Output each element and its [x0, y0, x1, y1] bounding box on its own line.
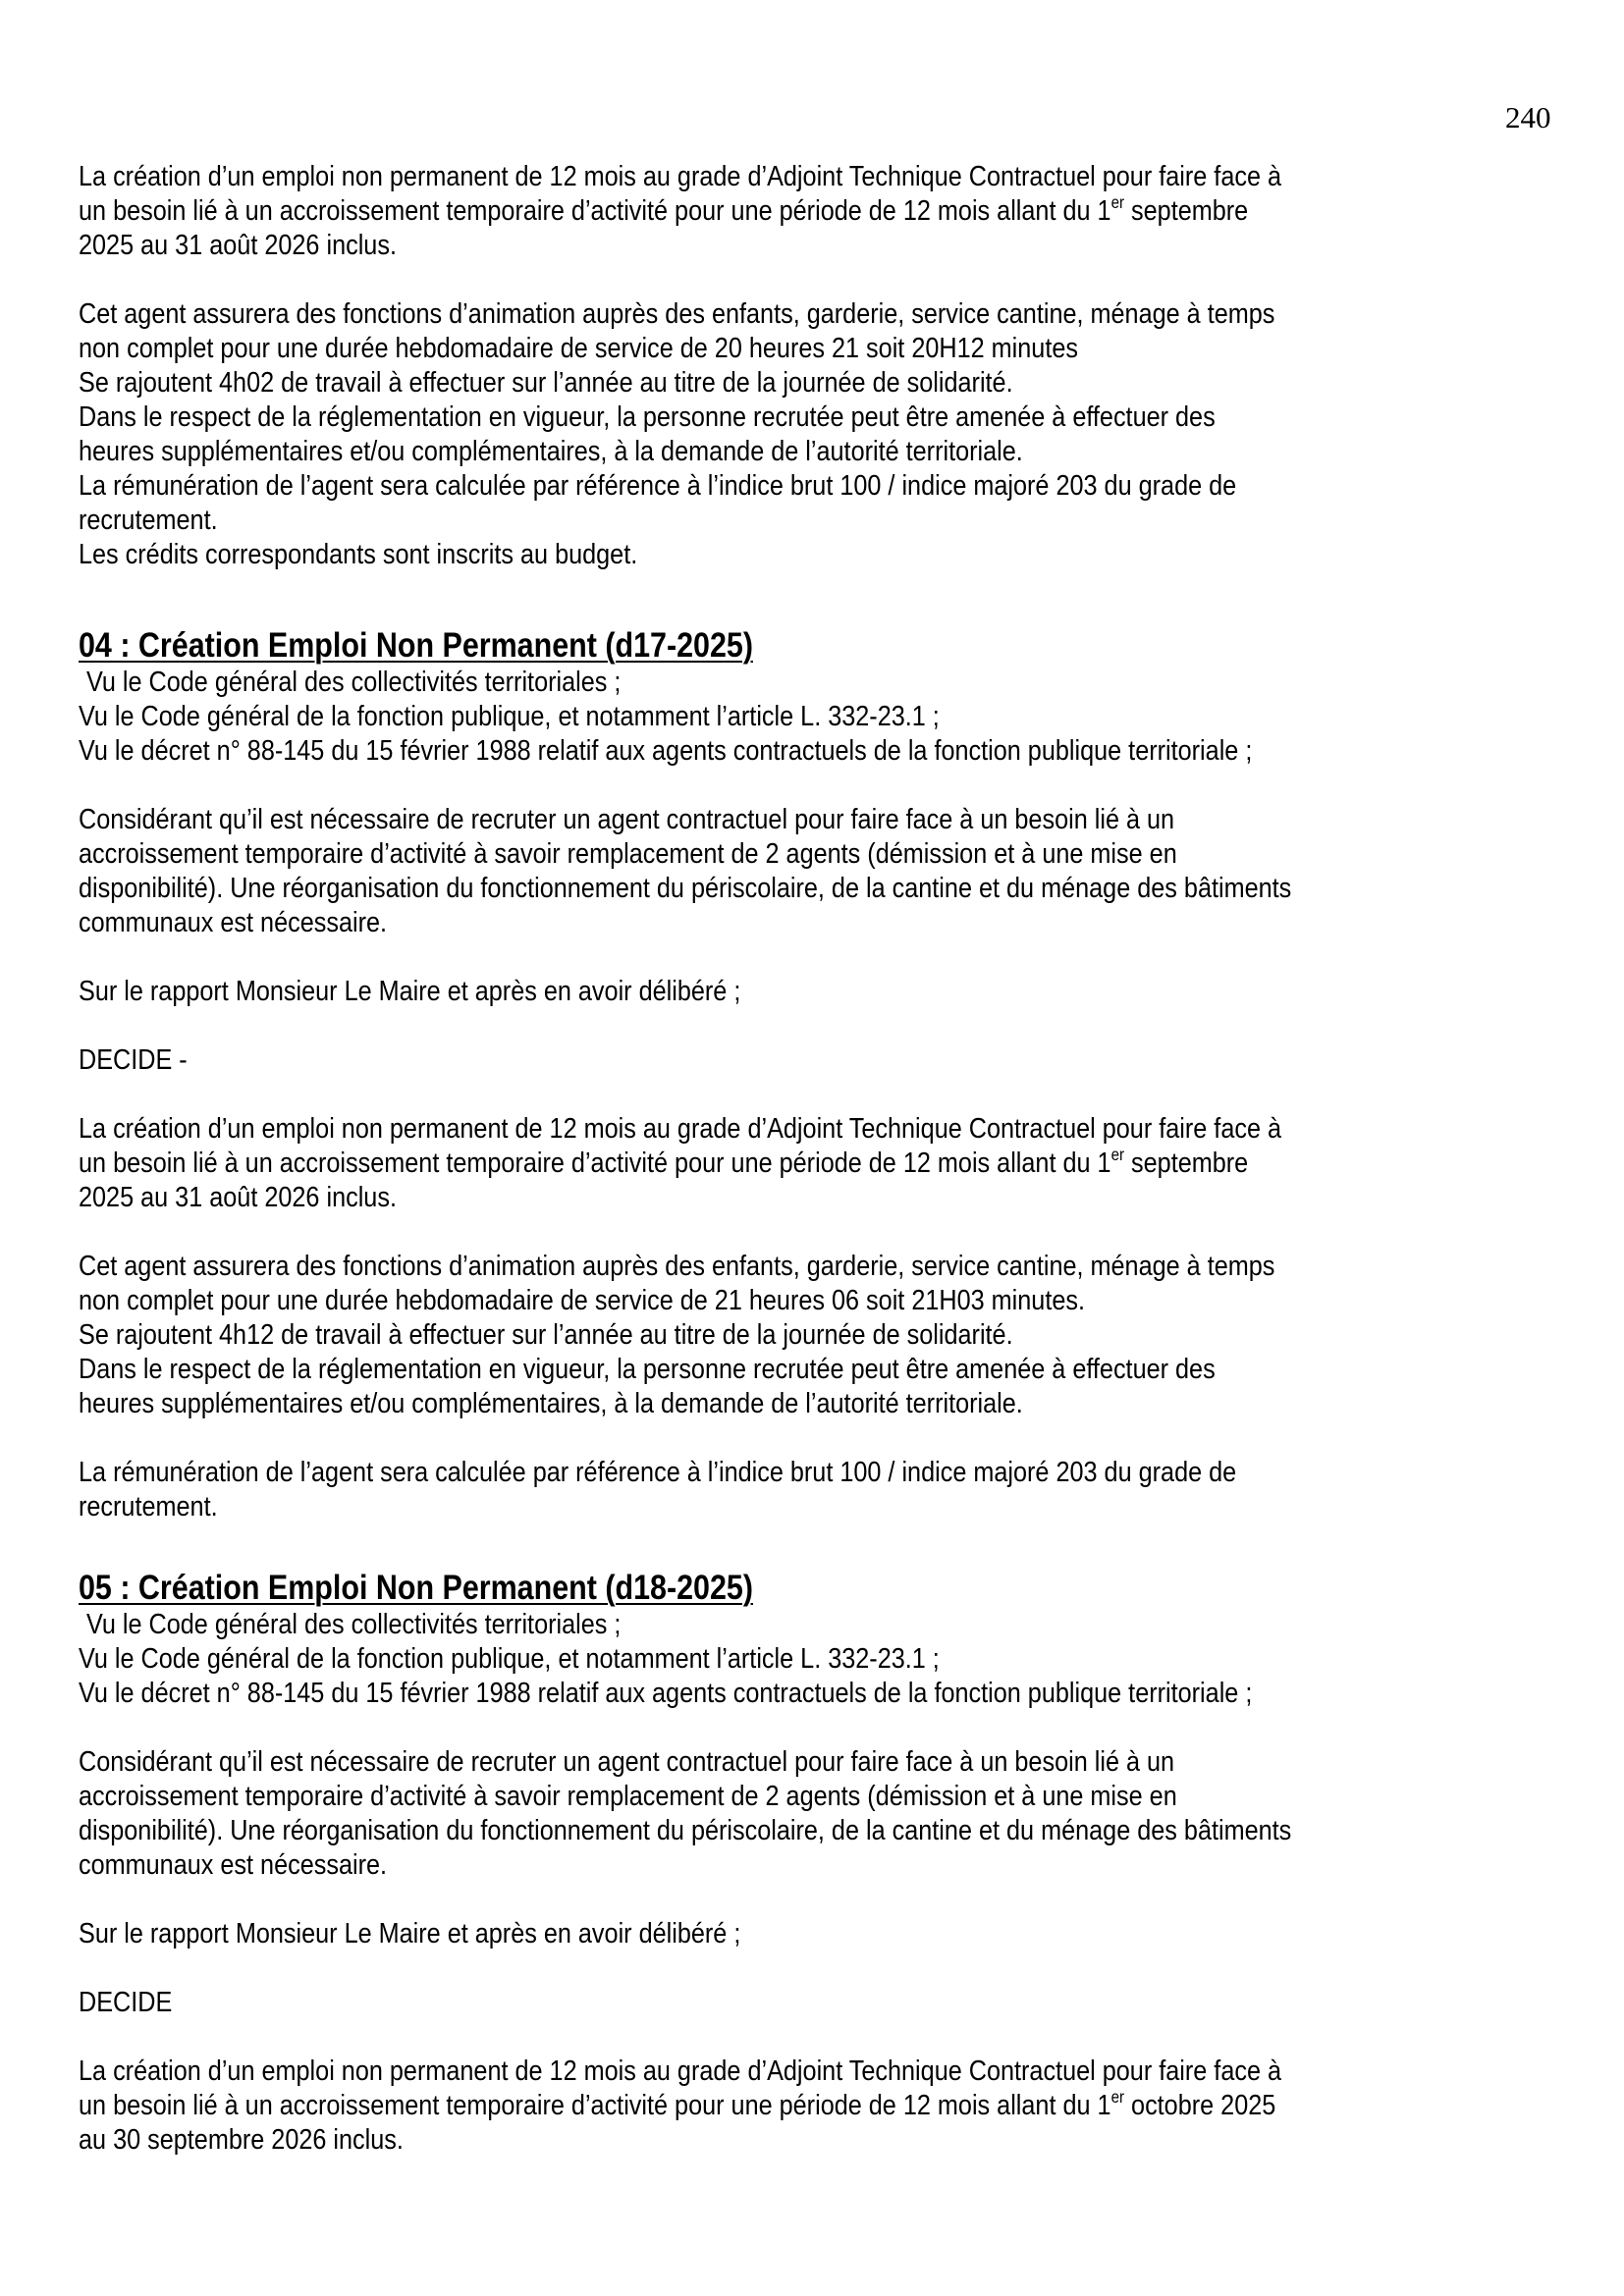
text-line: La création d’un emploi non permanent de 12 mois au grade d’Adjoint Technique Contractuel pour faire face à	[79, 161, 1282, 192]
text-line: Cet agent assurera des fonctions d’animation auprès des enfants, garderie, service cantine, ménage à temps	[79, 1251, 1275, 1282]
text-line: Vu le Code général de la fonction publique, et notamment l’article L. 332-23.1 ;	[79, 701, 940, 732]
creation-paragraph	[79, 1112, 1610, 1215]
text-line: Considérant qu’il est nécessaire de recruter un agent contractuel pour faire face à un besoin lié à un	[79, 1746, 1175, 1778]
text-line: Vu le décret n° 88-145 du 15 février 1988 relatif aux agents contractuels de la fonction publique territoriale ;	[79, 735, 1253, 767]
text-line: La création d’un emploi non permanent de 12 mois au grade d’Adjoint Technique Contractuel pour faire face à	[79, 2056, 1282, 2087]
text-line: Considérant qu’il est nécessaire de recruter un agent contractuel pour faire face à un besoin lié à un	[79, 804, 1175, 835]
text-line: disponibilité). Une réorganisation du fonctionnement du périscolaire, de la cantine et du ménage des bâtiments	[79, 873, 1292, 904]
text-line: Dans le respect de la réglementation en vigueur, la personne recrutée peut être amenée à effectuer des	[79, 401, 1216, 433]
text-fragment: un besoin lié à un accroissement temporaire d’activité pour une période de 12 mois allant du 1	[79, 1148, 1111, 1179]
superscript: er	[1110, 1145, 1125, 1164]
section-heading-text: 05 : Création Emploi Non Permanent (d18-2025)	[79, 1569, 753, 1607]
duties-paragraph	[79, 1250, 1610, 1421]
text-line: Les crédits correspondants sont inscrits au budget.	[79, 539, 638, 570]
vu-list	[79, 1608, 1610, 1711]
text-line	[79, 194, 1435, 229]
considerant-paragraph	[79, 1745, 1610, 1883]
text-fragment: un besoin lié à un accroissement temporaire d’activité pour une période de 12 mois allant du 1	[79, 2090, 1111, 2121]
text-line: non complet pour une durée hebdomadaire de service de 21 heures 06 soit 21H03 minutes.	[79, 1285, 1085, 1316]
section-heading	[79, 625, 753, 667]
text-fragment: septembre	[1124, 1148, 1249, 1179]
text-line: heures supplémentaires et/ou complémentaires, à la demande de l’autorité territoriale.	[79, 1388, 1023, 1419]
text-line: Sur le rapport Monsieur Le Maire et après en avoir délibéré ;	[79, 976, 741, 1007]
text-line: Vu le décret n° 88-145 du 15 février 1988 relatif aux agents contractuels de la fonction publique territoriale ;	[79, 1678, 1253, 1709]
rapport-paragraph	[79, 975, 1610, 1009]
text-line: disponibilité). Une réorganisation du fonctionnement du périscolaire, de la cantine et du ménage des bâtiments	[79, 1815, 1292, 1846]
text-fragment: un besoin lié à un accroissement temporaire d’activité pour une période de 12 mois allant du 1	[79, 195, 1111, 227]
text-line: accroissement temporaire d’activité à savoir remplacement de 2 agents (démission et à une mise en	[79, 838, 1177, 870]
superscript: er	[1110, 2087, 1125, 2107]
text-line: DECIDE -	[79, 1044, 188, 1076]
decide-label	[79, 1043, 1610, 1078]
text-line: Se rajoutent 4h12 de travail à effectuer sur l’année au titre de la journée de solidarité.	[79, 1319, 1013, 1351]
text-line: non complet pour une durée hebdomadaire de service de 20 heures 21 soit 20H12 minutes	[79, 333, 1078, 364]
text-line: recrutement.	[79, 505, 218, 536]
text-line: 2025 au 31 août 2026 inclus.	[79, 230, 397, 261]
text-line: au 30 septembre 2026 inclus.	[79, 2124, 404, 2156]
text-line: communaux est nécessaire.	[79, 1849, 388, 1881]
text-line: Cet agent assurera des fonctions d’animation auprès des enfants, garderie, service cantine, ménage à temps	[79, 298, 1275, 330]
text-line: Se rajoutent 4h02 de travail à effectuer sur l’année au titre de la journée de solidarité.	[79, 367, 1013, 399]
text-line: 2025 au 31 août 2026 inclus.	[79, 1182, 397, 1213]
text-line	[79, 2089, 1435, 2123]
text-line: heures supplémentaires et/ou complémentaires, à la demande de l’autorité territoriale.	[79, 436, 1023, 467]
decide-label	[79, 1986, 1610, 2020]
text-line: recrutement.	[79, 1491, 218, 1522]
rapport-paragraph	[79, 1917, 1610, 1951]
considerant-paragraph	[79, 803, 1610, 940]
text-line: Vu le Code général de la fonction publique, et notamment l’article L. 332-23.1 ;	[79, 1643, 940, 1675]
text-line	[79, 1147, 1435, 1181]
text-line: La création d’un emploi non permanent de 12 mois au grade d’Adjoint Technique Contractuel pour faire face à	[79, 1113, 1282, 1145]
text-line: communaux est nécessaire.	[79, 907, 388, 938]
text-line: La rémunération de l’agent sera calculée par référence à l’indice brut 100 / indice majoré 203 du grade de	[79, 470, 1237, 502]
intro-duties-paragraph	[79, 297, 1610, 572]
text-line: Dans le respect de la réglementation en vigueur, la personne recrutée peut être amenée à effectuer des	[79, 1354, 1216, 1385]
text-line: DECIDE	[79, 1987, 173, 2018]
section-heading	[79, 1568, 753, 1609]
superscript: er	[1110, 192, 1125, 212]
text-line: Sur le rapport Monsieur Le Maire et après en avoir délibéré ;	[79, 1918, 741, 1949]
section-heading-text: 04 : Création Emploi Non Permanent (d17-2025)	[79, 626, 753, 665]
text-fragment: septembre	[1124, 195, 1249, 227]
intro-creation-paragraph	[79, 160, 1610, 263]
creation-paragraph	[79, 2055, 1610, 2158]
text-fragment: octobre 2025	[1124, 2090, 1276, 2121]
text-line: Vu le Code général des collectivités territoriales ;	[85, 667, 622, 698]
remuneration-paragraph	[79, 1456, 1610, 1524]
text-line: Vu le Code général des collectivités territoriales ;	[85, 1609, 622, 1640]
vu-list	[79, 666, 1610, 769]
text-line: accroissement temporaire d’activité à savoir remplacement de 2 agents (démission et à une mise en	[79, 1781, 1177, 1812]
page-number: 240	[1505, 100, 1551, 134]
text-line: La rémunération de l’agent sera calculée par référence à l’indice brut 100 / indice majoré 203 du grade de	[79, 1457, 1237, 1488]
